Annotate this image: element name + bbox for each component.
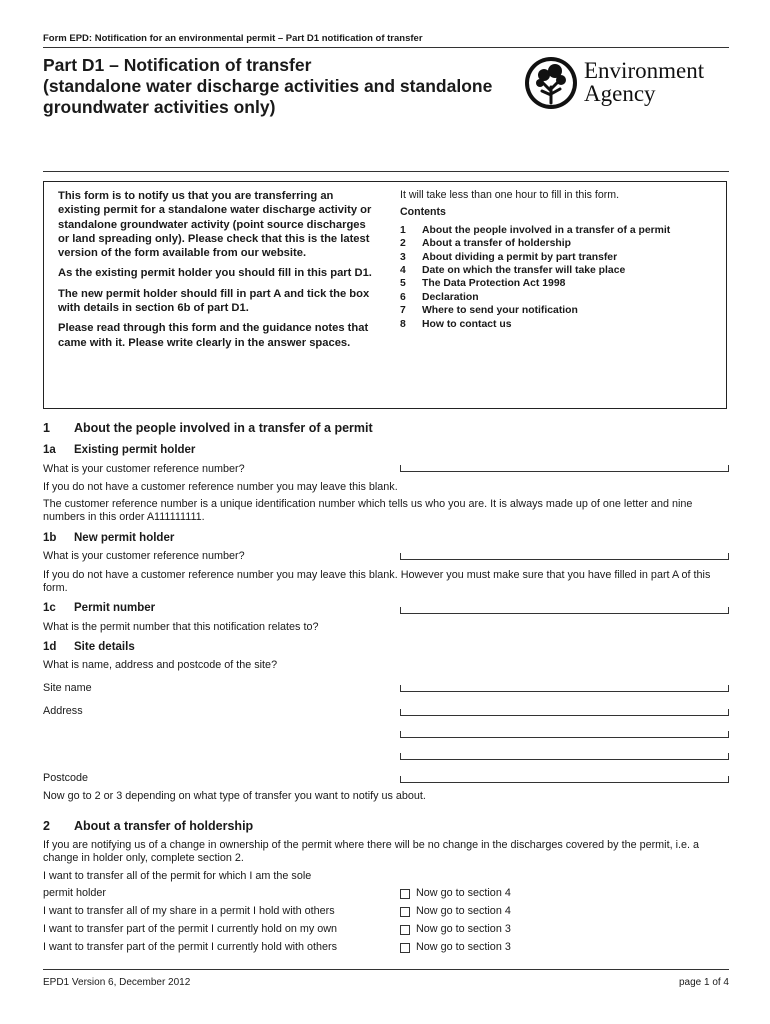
subsection-title: Permit number — [74, 602, 156, 614]
toc-num: 5 — [400, 278, 406, 290]
environment-agency-logo — [522, 53, 732, 115]
intro-paragraph-2: As the existing permit holder you should fill in this part D1. — [58, 267, 372, 280]
toc-label: Declaration — [422, 291, 479, 303]
subsection-1b-heading — [43, 532, 174, 544]
toc-label: Date on which the transfer will take place — [422, 265, 626, 277]
option-1-label — [43, 870, 373, 901]
reference-explanation: The customer reference number is a unique identification number which tells us who you are. It is always made up of one letter and nine numbers in this order A111111111. — [43, 498, 693, 524]
option-4-checkbox[interactable] — [400, 943, 410, 953]
permit-number-field[interactable] — [400, 607, 729, 614]
toc-num: 3 — [400, 251, 406, 263]
toc-label: The Data Protection Act 1998 — [422, 278, 566, 290]
section-number: 2 — [43, 819, 50, 833]
toc-item — [400, 237, 720, 250]
address-field-line-3[interactable] — [400, 753, 729, 760]
page-title — [43, 55, 523, 118]
contents-panel — [400, 189, 720, 331]
option-4-label: I want to transfer part of the permit I currently hold with others — [43, 941, 338, 953]
toc-item — [400, 277, 720, 290]
toc-num: 7 — [400, 305, 406, 317]
footer-page-number: page 1 of 4 — [678, 977, 729, 988]
subsection-number: 1a — [43, 444, 56, 456]
toc-item — [400, 251, 720, 264]
option-1-checkbox[interactable] — [400, 889, 410, 899]
contents-heading: Contents — [400, 206, 446, 219]
intro-paragraph-1: This form is to notify us that you are transferring an existing permit for a standalone water discharge activity or standalone groundwater activity (point source discharges or land spreading only). Please check that this is the latest version of the form available from our website. — [58, 190, 372, 260]
header-rule — [43, 47, 729, 48]
subsection-number: 1d — [43, 641, 57, 653]
toc-num: 6 — [400, 291, 406, 303]
option-label-line: permit holder — [43, 887, 107, 900]
option-4-target: Now go to section 3 — [416, 941, 511, 953]
subsection-title: Site details — [74, 641, 135, 653]
toc-item — [400, 224, 720, 237]
option-3-label: I want to transfer part of the permit I currently hold on my own — [43, 923, 338, 935]
address-field-line-2[interactable] — [400, 731, 729, 738]
title-rule — [43, 171, 729, 172]
subsection-1d-heading — [43, 641, 135, 653]
intro-paragraph-3: The new permit holder should fill in part A and tick the box with details in section 6b of part D1. — [58, 287, 370, 315]
time-note: It will take less than one hour to fill in this form. — [400, 189, 620, 201]
subsection-1a-heading — [43, 444, 195, 456]
option-2-checkbox[interactable] — [400, 907, 410, 917]
subsection-title: New permit holder — [74, 532, 175, 544]
toc-num: 4 — [400, 265, 406, 277]
logo-text — [584, 59, 704, 105]
subsection-number: 1c — [43, 602, 56, 614]
note-1b: If you do not have a customer reference number you may leave this blank. However you must make sure that you have filled in part A of this form. — [43, 569, 711, 595]
title-line-3: groundwater activities only) — [43, 97, 276, 117]
logo-text-line-1: Environment — [584, 58, 705, 83]
tree-logo-icon — [522, 53, 580, 113]
question-1a: What is your customer reference number? — [43, 463, 245, 475]
toc-label: About the people involved in a transfer of a permit — [422, 224, 671, 236]
subsection-number: 1b — [43, 532, 57, 544]
question-1d: What is name, address and postcode of the site? — [43, 659, 278, 671]
toc-item — [400, 318, 720, 331]
note-1a: If you do not have a customer reference number you may leave this blank. — [43, 481, 398, 493]
form-header-line: Form EPD: Notification for an environmental permit – Part D1 notification of transfer — [43, 33, 423, 44]
question-1c: What is the permit number that this notification relates to? — [43, 621, 319, 633]
option-1-target: Now go to section 4 — [416, 887, 511, 899]
option-3-target: Now go to section 3 — [416, 923, 511, 935]
subsection-1c-heading — [43, 602, 155, 614]
section-title: About a transfer of holdership — [74, 819, 254, 833]
postcode-label: Postcode — [43, 772, 89, 784]
toc-label: About dividing a permit by part transfer — [422, 251, 618, 263]
existing-holder-reference-field[interactable] — [400, 465, 729, 472]
footer-rule — [43, 969, 729, 970]
section-1-heading — [43, 421, 373, 435]
toc-num: 2 — [400, 238, 406, 250]
section-number: 1 — [43, 421, 50, 435]
toc-item — [400, 264, 720, 277]
intro-paragraph-4: Please read through this form and the guidance notes that came with it. Please write clearly in the answer spaces. — [58, 322, 369, 349]
section-2-intro: If you are notifying us of a change in ownership of the permit where there will be no change in the discharges covered by the permit, i.e. a change in holder only, complete section 2. — [43, 839, 699, 865]
title-line-2: (standalone water discharge activities and standalone — [43, 76, 493, 96]
toc-num: 1 — [400, 224, 406, 236]
new-holder-reference-field[interactable] — [400, 553, 729, 560]
section-2-heading — [43, 819, 253, 833]
contents-list — [400, 224, 720, 331]
logo-text-line-2: Agency — [584, 81, 656, 106]
toc-label: How to contact us — [422, 318, 512, 330]
option-3-checkbox[interactable] — [400, 925, 410, 935]
postcode-field[interactable] — [400, 776, 729, 783]
intro-text — [58, 189, 378, 356]
option-2-target: Now go to section 4 — [416, 905, 511, 917]
goto-instruction: Now go to 2 or 3 depending on what type of transfer you want to notify us about. — [43, 790, 426, 802]
subsection-title: Existing permit holder — [74, 444, 196, 456]
address-label: Address — [43, 705, 83, 717]
site-name-field[interactable] — [400, 685, 729, 692]
site-name-label: Site name — [43, 682, 92, 694]
toc-item — [400, 291, 720, 304]
title-line-1: Part D1 – Notification of transfer — [43, 55, 312, 75]
toc-num: 8 — [400, 318, 406, 330]
address-field-line-1[interactable] — [400, 709, 729, 716]
option-label-line: I want to transfer all of the permit for which I am the sole — [43, 870, 312, 882]
footer-version: EPD1 Version 6, December 2012 — [43, 977, 191, 988]
toc-label: Where to send your notification — [422, 305, 578, 317]
section-title: About the people involved in a transfer of a permit — [74, 421, 373, 435]
option-2-label: I want to transfer all of my share in a permit I hold with others — [43, 905, 335, 917]
question-1b: What is your customer reference number? — [43, 550, 245, 562]
toc-item — [400, 304, 720, 317]
toc-label: About a transfer of holdership — [422, 238, 571, 250]
